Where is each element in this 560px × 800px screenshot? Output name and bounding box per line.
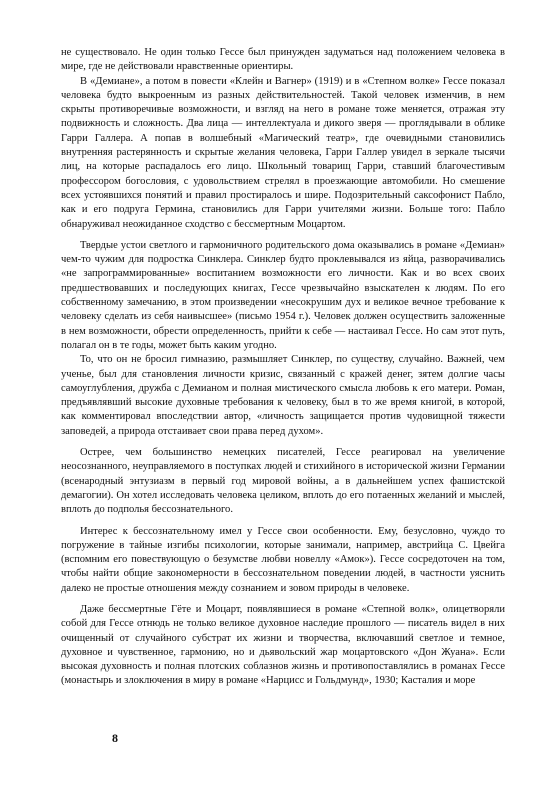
paragraph: В «Демиане», а потом в повести «Клейн и Вагнер» (1919) и в «Степном волке» Гессе показал человека будто выкроенным из разных действительностей. Такой человек изменчив, в нем скрыты противоречивые возможности, и взгляд на него в романе тоже меняется, отражая эту подвижность и сложность. Два лица — интеллектуала и дикого зверя — проглядывали в облике Гарри Галлера. А попав в волшебный «Магический театр», где очевидными становились внутренняя растерянность и скрытые желания человека, Гарри Галлер увидел в зеркале тысячи лиц, на которые распадалось его лицо. Школьный товарищ Гарри, ставший благочестивым профессором богословия, с удовольствием стрелял в проезжающие автомобили. Но смешение всех устоявшихся понятий и правил простиралось и шире. Подозрительный саксофонист Пабло, как и его подруга Гермина, становились для Гарри учителями жизни. Больше того: Пабло обнаруживал неожиданное сходство с бессмертным Моцартом. [61,75,505,230]
body-text [61,46,505,689]
paragraph: Интерес к бессознательному имел у Гессе свои особенности. Ему, безусловно, чуждо то погружение в тайные изгибы психологии, которые занимали, например, австрийца С. Цвейга (вспомним его повествующую о безумстве любви новеллу «Амок»). Гессе сосредоточен на том, чтобы найти общие закономерности в бессознательном поведении людей, в частности уяснить далеко не простые отношения между сознанием и зовом природы в человеке. [61,525,505,594]
paragraph: Острее, чем большинство немецких писателей, Гессе реагировал на увеличение неосознанного, неуправляемого в поступках людей и стихийного в исторической жизни Германии (всенародный энтузиазм в первый год мировой войны, а в дальнейшем успех фашистской демагогии). Он хотел исследовать человека целиком, вплоть до его потаенных желаний и мыслей, вплоть до подполья бессознательного. [61,447,505,516]
paragraph: не существовало. Не один только Гессе был принужден задуматься над положением человека в мире, где не действовали нравственные ориентиры. [61,47,505,73]
page-number: 8 [112,731,118,745]
paragraph: Твердые устои светлого и гармоничного родительского дома оказывались в романе «Демиан» чем-то чужим для подростка Синклера. Синклер будто проклевывался из яйца, разворачивались «не запрограммированные» воспитанием возможности его личности. Как и во всех своих предшествовавших и последующих книгах, Гессе чрезвычайно взыскателен к людям. По его собственному замечанию, в этом произведении «несокрушим дух и великое вечное требование к человеку сделать из себя наивысшее» (письмо 1954 г.). Человек должен осуществить заложенные в нем возможности, обрести определенность, прийти к себе — настаивал Гессе. Но сам этот путь, полагал он в те годы, может быть каким угодно. [61,239,505,351]
paragraph: То, что он не бросил гимназию, размышляет Синклер, по существу, случайно. Важней, чем ученье, был для становления личности кризис, связанный с кражей денег, зятем долгие часы самоуглубления, дружба с Демианом и полная мистического смысла любовь к его матери. Роман, предъявлявший высокие духовные требования к человеку, был в то же время книгой, в которой, как комментировал впоследствии автор, «личность защищается против чудовищной тяжести заповедей, а природа отстаивает свои права перед духом». [61,354,505,437]
paragraph: Даже бессмертные Гёте и Моцарт, появлявшиеся в романе «Степной волк», олицетворяли собой для Гессе отнюдь не только великое духовное наследие прошлого — писатель видел в них очищенный от случайного субстрат их жизни и творчества, включавший светлое и темное, духовное и чувственное, гармонию, но и дьявольский жар моцартовского «Дон Жуана». Если высокая духовность и полная плотских соблазнов жизнь и противопоставлялись в романах Гессе (монастырь и злоключения в миру в романе «Нарцисс и Гольдмунд», 1930; Касталия и море [61,603,505,687]
